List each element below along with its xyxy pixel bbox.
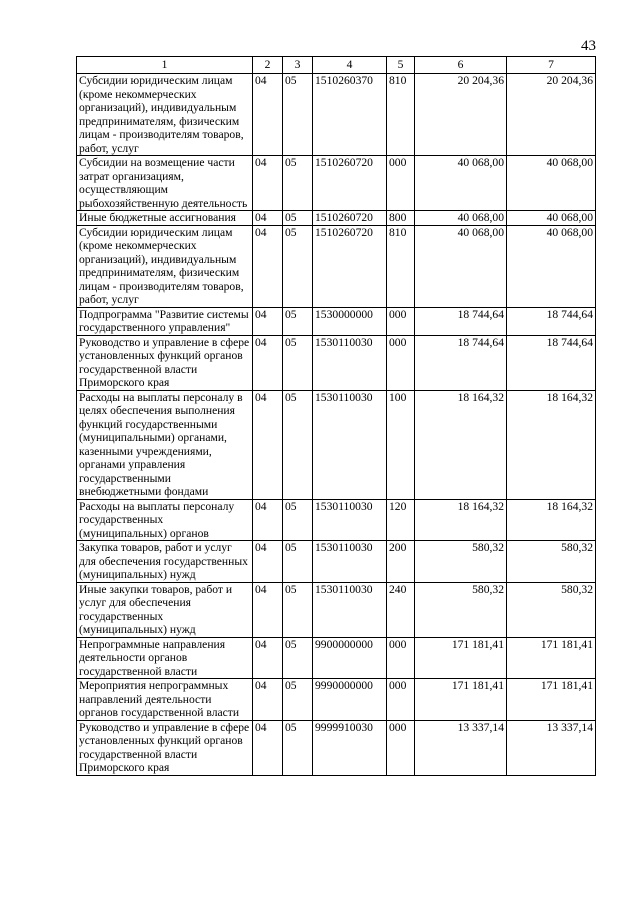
row-subsection: 05 xyxy=(283,307,313,335)
row-name: Руководство и управление в сфере установленных функций органов государственной власти Приморского края xyxy=(77,335,253,390)
row-name: Подпрограмма "Развитие системы государственного управления" xyxy=(77,307,253,335)
row-name: Субсидии юридическим лицам (кроме некоммерческих организаций), индивидуальным предпринимателям, физическим лицам - производителям товаров, работ, услуг xyxy=(77,225,253,307)
table-row xyxy=(77,679,596,721)
row-target-code: 9999910030 xyxy=(313,720,387,775)
row-amount-col6: 580,32 xyxy=(415,541,507,583)
row-name: Непрограммные направления деятельности органов государственной власти xyxy=(77,637,253,679)
row-expense-kind: 810 xyxy=(387,225,415,307)
row-amount-col6: 18 164,32 xyxy=(415,390,507,499)
budget-table xyxy=(76,56,596,776)
table-row xyxy=(77,156,596,211)
table-row xyxy=(77,582,596,637)
row-target-code: 1510260720 xyxy=(313,211,387,226)
row-expense-kind: 000 xyxy=(387,679,415,721)
row-section: 04 xyxy=(253,74,283,156)
row-amount-col7: 40 068,00 xyxy=(507,211,596,226)
row-section: 04 xyxy=(253,390,283,499)
header-row xyxy=(77,57,596,74)
page-number: 43 xyxy=(581,38,596,54)
table-row xyxy=(77,499,596,541)
row-section: 04 xyxy=(253,335,283,390)
row-subsection: 05 xyxy=(283,541,313,583)
row-expense-kind: 000 xyxy=(387,156,415,211)
row-subsection: 05 xyxy=(283,225,313,307)
row-amount-col6: 18 744,64 xyxy=(415,335,507,390)
row-amount-col6: 580,32 xyxy=(415,582,507,637)
row-amount-col6: 171 181,41 xyxy=(415,679,507,721)
row-amount-col6: 40 068,00 xyxy=(415,225,507,307)
row-expense-kind: 120 xyxy=(387,499,415,541)
row-target-code: 1510260720 xyxy=(313,156,387,211)
row-amount-col7: 20 204,36 xyxy=(507,74,596,156)
row-amount-col7: 18 164,32 xyxy=(507,390,596,499)
row-name: Субсидии юридическим лицам (кроме некоммерческих организаций), индивидуальным предпринимателям, физическим лицам - производителям товаров, работ, услуг xyxy=(77,74,253,156)
header-col-7: 7 xyxy=(507,57,596,74)
row-amount-col6: 18 164,32 xyxy=(415,499,507,541)
table-row xyxy=(77,720,596,775)
row-name: Руководство и управление в сфере установленных функций органов государственной власти Приморского края xyxy=(77,720,253,775)
row-amount-col6: 40 068,00 xyxy=(415,156,507,211)
row-amount-col6: 171 181,41 xyxy=(415,637,507,679)
row-subsection: 05 xyxy=(283,720,313,775)
table-row xyxy=(77,225,596,307)
row-target-code: 1530110030 xyxy=(313,582,387,637)
row-name: Субсидии на возмещение части затрат организациям, осуществляющим рыбохозяйственную деятельность xyxy=(77,156,253,211)
row-target-code: 1530110030 xyxy=(313,499,387,541)
row-section: 04 xyxy=(253,679,283,721)
row-subsection: 05 xyxy=(283,390,313,499)
row-subsection: 05 xyxy=(283,156,313,211)
row-section: 04 xyxy=(253,307,283,335)
row-section: 04 xyxy=(253,499,283,541)
row-expense-kind: 240 xyxy=(387,582,415,637)
header-col-3: 3 xyxy=(283,57,313,74)
row-subsection: 05 xyxy=(283,637,313,679)
table-row xyxy=(77,390,596,499)
row-name: Иные закупки товаров, работ и услуг для обеспечения государственных (муниципальных) нужд xyxy=(77,582,253,637)
row-subsection: 05 xyxy=(283,499,313,541)
row-amount-col7: 18 744,64 xyxy=(507,307,596,335)
row-amount-col6: 13 337,14 xyxy=(415,720,507,775)
row-subsection: 05 xyxy=(283,211,313,226)
row-name: Иные бюджетные ассигнования xyxy=(77,211,253,226)
table-row xyxy=(77,541,596,583)
row-name: Расходы на выплаты персоналу в целях обеспечения выполнения функций государственными (муниципальными) органами, казенными учреждениями, органами управления государственными внебюджетными фондами xyxy=(77,390,253,499)
table-row xyxy=(77,211,596,226)
row-target-code: 1510260720 xyxy=(313,225,387,307)
row-expense-kind: 200 xyxy=(387,541,415,583)
row-target-code: 1530110030 xyxy=(313,541,387,583)
row-target-code: 1510260370 xyxy=(313,74,387,156)
row-expense-kind: 000 xyxy=(387,720,415,775)
table-row xyxy=(77,335,596,390)
table-row xyxy=(77,307,596,335)
row-target-code: 9900000000 xyxy=(313,637,387,679)
row-amount-col6: 20 204,36 xyxy=(415,74,507,156)
row-amount-col6: 40 068,00 xyxy=(415,211,507,226)
row-subsection: 05 xyxy=(283,582,313,637)
row-name: Закупка товаров, работ и услуг для обеспечения государственных (муниципальных) нужд xyxy=(77,541,253,583)
row-section: 04 xyxy=(253,637,283,679)
row-subsection: 05 xyxy=(283,679,313,721)
row-expense-kind: 810 xyxy=(387,74,415,156)
header-col-1: 1 xyxy=(77,57,253,74)
header-col-6: 6 xyxy=(415,57,507,74)
row-amount-col6: 18 744,64 xyxy=(415,307,507,335)
row-amount-col7: 18 744,64 xyxy=(507,335,596,390)
row-expense-kind: 000 xyxy=(387,335,415,390)
row-amount-col7: 580,32 xyxy=(507,541,596,583)
row-expense-kind: 000 xyxy=(387,637,415,679)
row-target-code: 1530110030 xyxy=(313,390,387,499)
row-target-code: 1530000000 xyxy=(313,307,387,335)
row-section: 04 xyxy=(253,211,283,226)
row-amount-col7: 13 337,14 xyxy=(507,720,596,775)
header-col-5: 5 xyxy=(387,57,415,74)
row-subsection: 05 xyxy=(283,335,313,390)
row-target-code: 1530110030 xyxy=(313,335,387,390)
row-expense-kind: 100 xyxy=(387,390,415,499)
table-row xyxy=(77,74,596,156)
row-amount-col7: 580,32 xyxy=(507,582,596,637)
row-amount-col7: 171 181,41 xyxy=(507,679,596,721)
row-amount-col7: 18 164,32 xyxy=(507,499,596,541)
header-col-4: 4 xyxy=(313,57,387,74)
table-row xyxy=(77,637,596,679)
row-amount-col7: 40 068,00 xyxy=(507,225,596,307)
row-section: 04 xyxy=(253,541,283,583)
row-section: 04 xyxy=(253,582,283,637)
row-name: Мероприятия непрограммных направлений деятельности органов государственной власти xyxy=(77,679,253,721)
row-section: 04 xyxy=(253,156,283,211)
header-col-2: 2 xyxy=(253,57,283,74)
row-expense-kind: 000 xyxy=(387,307,415,335)
row-name: Расходы на выплаты персоналу государственных (муниципальных) органов xyxy=(77,499,253,541)
row-target-code: 9990000000 xyxy=(313,679,387,721)
row-section: 04 xyxy=(253,225,283,307)
row-amount-col7: 171 181,41 xyxy=(507,637,596,679)
row-amount-col7: 40 068,00 xyxy=(507,156,596,211)
row-subsection: 05 xyxy=(283,74,313,156)
row-section: 04 xyxy=(253,720,283,775)
budget-body xyxy=(77,74,596,776)
row-expense-kind: 800 xyxy=(387,211,415,226)
